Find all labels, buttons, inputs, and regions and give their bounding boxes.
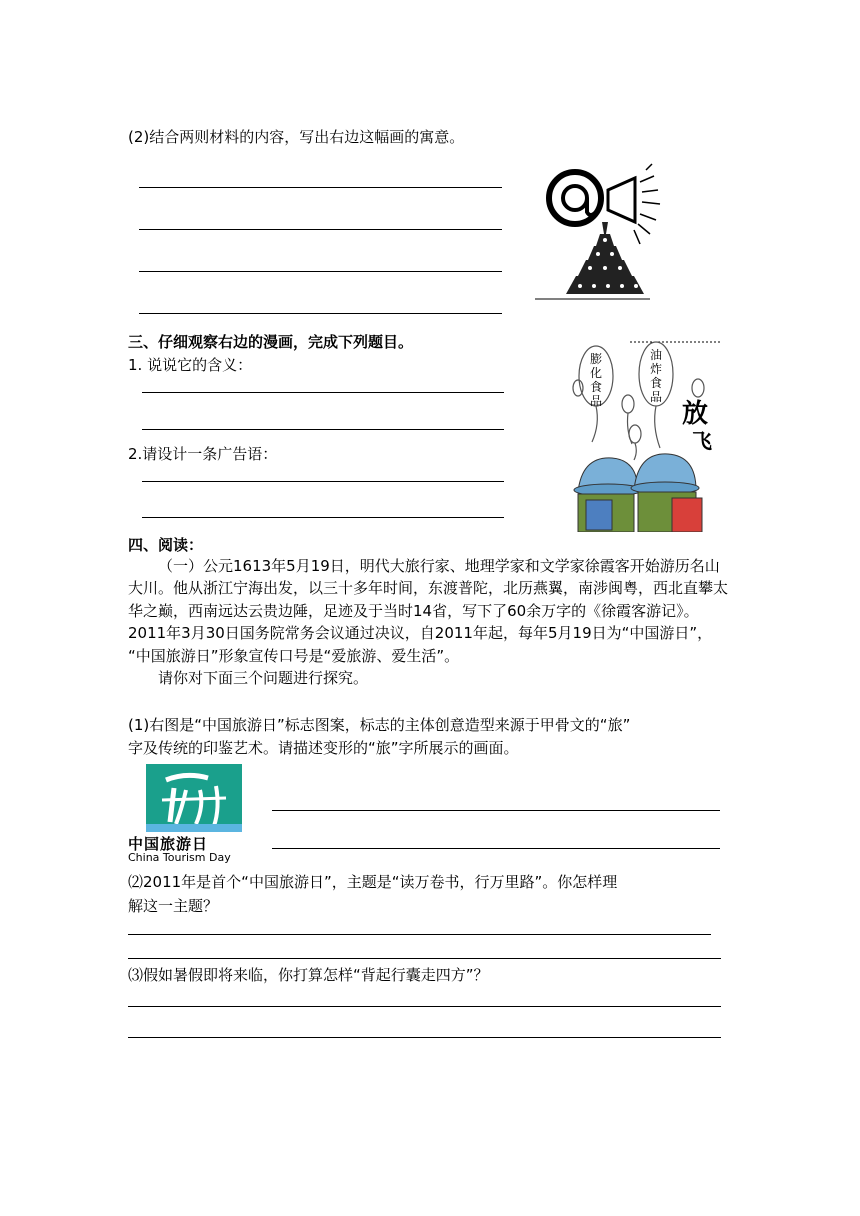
passage-text: （一）公元1613年5月19日，明代大旅行家、地理学家和文学家徐霞客开始游历名山大川。他从浙江宁海出发，以三十多年时间，东渡普陀，北历燕翼，南涉闽粤，西北直攀太华之巅，西南远达云贵边陲，足迹及于当时14省，写下了60余万字的《徐霞客游记》。2011年3月30日国务院常务会议通过决议，自2011年起，每年5月19日为“中国游日”， “中国旅游日”形象宣传口号是“爱旅游、爱生活”。 (128, 557, 729, 665)
answer-line[interactable] (142, 392, 504, 393)
section-3-heading: 三、仔细观察右边的漫画，完成下列题目。 (128, 333, 414, 351)
reading-question-1-line-2: 字及传统的印鉴艺术。请描述变形的“旅”字所展示的画面。 (128, 739, 519, 757)
answer-line[interactable] (128, 958, 721, 959)
answer-line[interactable] (128, 1006, 721, 1007)
china-tourism-day-logo (126, 760, 258, 866)
junk-food-balloons-cartoon (572, 338, 722, 532)
answer-line[interactable] (128, 934, 711, 935)
answer-line[interactable] (139, 229, 502, 230)
answer-line[interactable] (139, 187, 502, 188)
answer-line[interactable] (142, 429, 504, 430)
logo-english-name: China Tourism Day (128, 851, 231, 864)
answer-line[interactable] (139, 271, 502, 272)
reading-question-3: ⑶假如暑假即将来临，你打算怎样“背起行囊走四方”？ (128, 966, 489, 984)
balloon-fried-food-label: 油炸食品 (649, 348, 662, 404)
answer-line[interactable] (272, 810, 720, 811)
section-4-heading: 四、阅读： (128, 536, 204, 554)
answer-line[interactable] (142, 481, 504, 482)
caption-fang: 放 (682, 399, 709, 429)
logo-chinese-name: 中国旅游日 (128, 835, 209, 853)
reading-question-2-line-1: ⑵2011年是首个“中国旅游日”，主题是“读万卷书，行万里路”。你怎样理 (128, 873, 618, 891)
answer-line[interactable] (128, 1037, 721, 1038)
balloon-puffed-food-label: 膨化食品 (589, 352, 602, 408)
answer-line[interactable] (139, 313, 502, 314)
at-sign-megaphone-cartoon (530, 160, 670, 305)
caption-fei: 飞 (692, 429, 712, 453)
reading-passage (128, 555, 732, 689)
section-3-question-1: 1. 说说它的含义： (128, 356, 253, 374)
question-2-text: (2)结合两则材料的内容，写出右边这幅画的寓意。 (128, 128, 465, 146)
answer-line[interactable] (142, 517, 504, 518)
reading-question-1-line-1: (1)右图是“中国旅游日”标志图案，标志的主体创意造型来源于甲骨文的“旅” (128, 716, 631, 734)
reading-question-2-line-2: 解这一主题？ (128, 897, 219, 915)
answer-line[interactable] (272, 848, 720, 849)
passage-prompt: 请你对下面三个问题进行探究。 (158, 669, 369, 688)
logo-emblem (126, 760, 258, 840)
section-3-question-2: 2.请设计一条广告语： (128, 445, 278, 463)
